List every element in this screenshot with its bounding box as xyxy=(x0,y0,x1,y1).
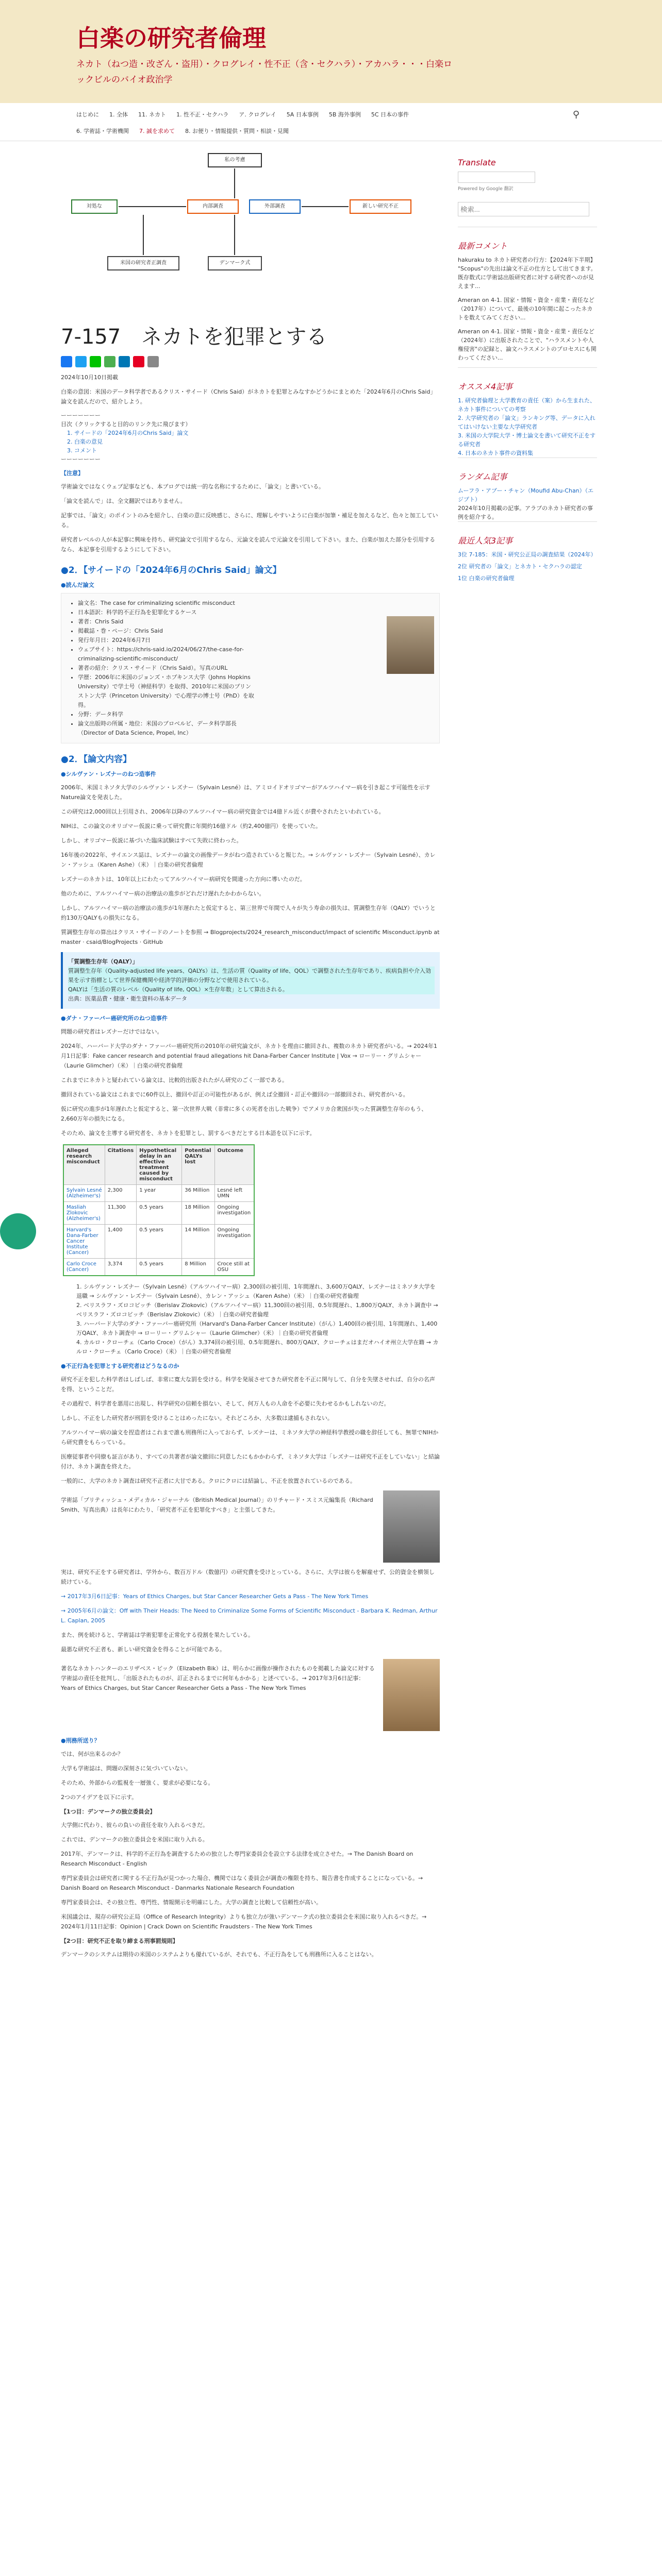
table-cell: 18 Million xyxy=(182,1202,214,1225)
table-cell: Lesné left UMN xyxy=(214,1185,254,1202)
search-icon[interactable]: ⚲ xyxy=(572,109,580,120)
summary-item: • 分野：データ科学 xyxy=(78,710,254,719)
paragraph: NIHは、この論文のオリゴマー仮説に乗って研究費に年間約16億ドル（約2,400億円）を使っていた。 xyxy=(61,823,322,829)
main-nav xyxy=(0,103,662,141)
elisabeth-bik-photo xyxy=(383,1659,440,1731)
random-link[interactable]: ムーフラ・アブー・チャン（Moufid Abu-Chan）（エジプト） xyxy=(458,487,594,503)
paragraph: 実は、研究不正をする研究者は、学外から、数百万ドル（数億円）の研究費を受けとっている。さらに、大学は彼らを解雇せず、公的資金を横領し続けている。 xyxy=(61,1569,435,1585)
nav-item[interactable]: はじめに xyxy=(76,111,99,118)
preface-heading: 【注意】 xyxy=(61,470,84,477)
linkedin-icon[interactable] xyxy=(119,356,130,367)
table-cell: 2,300 xyxy=(105,1185,136,1202)
paragraph: 2024年、ハーバード大学のダナ・ファーバー癌研究所の2010年の研究論文が、ネカトを理由に撤回され、複数のネカト研究者がいる。→ 2024年1月1日記事：Fake cancer research and potential fraud allegations hit Dana-Farber Cancer Institute | Vox → ローリー・グリムシャー（Laurie Glimcher）（米）｜白楽の研究者倫理 xyxy=(61,1043,438,1069)
comments-title: 最新コメント xyxy=(458,241,508,251)
toc-item[interactable]: 1. サイードの「2024年6月のChris Said」論文 xyxy=(67,430,189,436)
paragraph: 学術論文ではなくウェブ記事なども、本ブログでは統一的な名称にするために、「論文」と書いている。 xyxy=(61,483,325,490)
paragraph: 撤回されている論文はこれまでに60件以上、撤回や訂正の可能性があるが、例えば全撤回・訂正や撤回の一部撤回され、研究者がいる。 xyxy=(61,1091,409,1098)
table-cell: Croce still at OSU xyxy=(214,1259,254,1276)
table-header: Potential QALYs lost xyxy=(182,1145,214,1185)
osusume-item[interactable]: 4. 日本のネカト事件の資料集 xyxy=(458,450,533,456)
case-list-item: 1. シルヴァン・レズナー（Sylvain Lesné）（アルツハイマー病）2,300回の被引用、1年間遅れ、3,600万QALY、レズナーはミネソタ大学を退職 → シルヴァン・レズナー（Sylvain Lesné）、カレン・アッシュ（Karen Ashe）（米）｜白楽の研究者倫理 xyxy=(76,1283,436,1299)
summary-item: • 著者の紹介：クリス・サイード（Chris Said）。写真のURL xyxy=(78,664,254,673)
toc-item[interactable]: 2. 白楽の意見 xyxy=(67,438,103,445)
subheading: ●刑務所送り？ xyxy=(61,1737,100,1744)
paragraph: これでは、デンマークの独立委員会を米国に取り入れる。 xyxy=(61,1836,208,1843)
paragraph: しかし、アルツハイマー病の治療法の進歩が1年遅れたと仮定すると、第三世界で年間で人々が失う寿命の損失は、質調整生存年（QALY）でいうと約130万QALYもの損失になる。 xyxy=(61,905,436,921)
nav-item[interactable]: 7. 誠を求めて xyxy=(139,128,175,134)
line-icon[interactable] xyxy=(90,356,101,367)
section-heading-content: ●2．【論文内容】 xyxy=(61,754,132,765)
paragraph: デンマークのシステムは期待の米国のシステムよりも優れているが、それでも、不正行為をしても刑務所に入ることはない。 xyxy=(61,1951,377,1958)
paragraph: そのため、外部からの監視を一層強く、要求が必要になる。 xyxy=(61,1780,214,1786)
table-cell: 1,400 xyxy=(105,1225,136,1259)
paragraph: 他のために、アルツハイマー病の治療法の進歩がどれだけ遅れたかわからない。 xyxy=(61,890,265,897)
osusume-item[interactable]: 1. 研究者倫理と大学教育の責任（案）から生まれた、ネカト事件についての考察 xyxy=(458,397,595,413)
table-header: Hypothetical delay in an effective treatment caused by misconduct xyxy=(137,1145,182,1185)
summary-item: • 発行年月日：2024年6月7日 xyxy=(78,636,254,645)
table-row xyxy=(63,1202,254,1225)
summary-item: • 著者：Chris Said xyxy=(78,617,254,626)
twitter-icon[interactable] xyxy=(75,356,87,367)
popular-item[interactable]: 2位 研究者の「論文」とネカト・セクハラの認定 xyxy=(458,563,582,570)
toc-title: 目次（クリックすると目的のリンク先に飛びます） xyxy=(61,421,191,428)
fig-mid1-box: 内部調査 xyxy=(187,199,239,214)
nav-item[interactable]: 1. 全体 xyxy=(109,111,128,118)
table-header: Outcome xyxy=(214,1145,254,1185)
image-row xyxy=(61,1490,440,1563)
nav-item[interactable]: ア. クログレイ xyxy=(239,111,276,118)
table-cell: Carlo Croce (Cancer) xyxy=(63,1259,105,1276)
fig-left-box: 対処な xyxy=(71,199,118,214)
table-cell: 14 Million xyxy=(182,1225,214,1259)
table-row xyxy=(63,1225,254,1259)
table-cell: Masliah Zlokovic (Alzheimer's) xyxy=(63,1202,105,1225)
email-icon[interactable] xyxy=(104,356,115,367)
popular-title: 最近人気3記事 xyxy=(458,536,513,546)
popular-item[interactable]: 1位 白楽の研究者倫理 xyxy=(458,575,515,582)
toc-separator: ーーーーーーー xyxy=(61,456,101,463)
nav-item[interactable]: 8. お便り・情報提供・質問・相談・見聞 xyxy=(185,128,289,134)
fig-right-box: 新しい研究不正 xyxy=(350,199,411,214)
paragraph: 問題の研究者はレズナーだけではない。 xyxy=(61,1028,163,1035)
cite-heading: ●読んだ論文 xyxy=(61,582,94,588)
site-tagline: ネカト（ねつ造・改ざん・盗用）・クログレイ・性不正（含・セクハラ）・アカハラ・・・白楽ロックビルのバイオ政治学 xyxy=(76,59,452,85)
nav-item[interactable]: 5A 日本事例 xyxy=(286,111,319,118)
summary-item: • ウェブサイト：https://chris-said.io/2024/06/27/the-case-for-criminalizing-scientific-misconduct/ xyxy=(78,645,254,664)
subheading: 【2つ目：研究不正を取り締まる刑事罰規則】 xyxy=(61,1938,178,1944)
translate-title: Translate xyxy=(458,158,496,167)
paragraph: 研究不正を犯した科学者はしばしば、非常に寛大な罰を受ける。科学を発展させてきた研究者を不正に関与して、自分を失墜させれば、自分の名声を得、ということだ。 xyxy=(61,1376,435,1393)
paragraph: 2017年、デンマークは、科学的不正行為を調査するための独立した専門家委員会を設立する法律を成立させた。→ The Danish Board on Research Misconduct - English xyxy=(61,1851,413,1867)
nav-item[interactable]: 1. 性不正・セクハラ xyxy=(176,111,229,118)
section-heading-paper: ●2．【サイードの「2024年6月のChris Said」論文】 xyxy=(61,565,282,575)
case-list-item: 4. カルロ・クローチェ（Carlo Croce）（がん）3,374回の被引用、0.5年間遅れ、800万QALY、クローチェはまだオハイオ州立大学在籍 → カルロ・クローチェ（Carlo Croce）（米）｜白楽の研究者倫理 xyxy=(76,1339,439,1355)
subheading: ●シルヴァン・レズナーのねつ造事件 xyxy=(61,771,156,777)
chat-icon[interactable] xyxy=(0,1213,36,1249)
random-text: 2024年10月掲載の記事。アラブのネカト研究者の事例を紹介する。 xyxy=(458,505,593,520)
paragraph: また、例を続けると、学術誌は学術犯罪を正常化する役割を果たしている。 xyxy=(61,1632,254,1638)
paragraph: 2つのアイデアを以下に示す。 xyxy=(61,1794,138,1801)
table-header: Alleged research misconduct xyxy=(63,1145,105,1185)
case-list-item: 2. ベリスラフ・ズロコビッチ（Berislav Zlokovic）（アルツハイマー病）11,300回の被引用、0.5年間遅れ、1,800万QALY、ネカト調査中 → ベリスラフ・ズロコビッチ（Berislav Zlokovic）（米）｜白楽の研究者倫理 xyxy=(76,1302,438,1318)
nav-item[interactable]: 5B 海外事例 xyxy=(328,111,361,118)
paragraph: 質調整生存年の算出はクリス・サイードのノートを参照 → Blogprojects/2024_research_misconduct/impact of scientific Misconduct.ipynb at master · csaid/BlogProjects · GitHub xyxy=(61,929,440,945)
paragraph: この研究は2,000回以上引用され、2006年以降のアルツハイマー病の研究資金では4億ドル近くが費やされたといわれている。 xyxy=(61,808,385,815)
table-cell: 0.5 years xyxy=(137,1225,182,1259)
table-cell: 36 Million xyxy=(182,1185,214,1202)
chat-widget-button[interactable] xyxy=(0,1213,36,1249)
subheading: ●不正行為を犯罪とする研究者はどうなるのか xyxy=(61,1363,179,1369)
paragraph: 最悪な研究不正者も、新しい研究資金を得ることが可能である。 xyxy=(61,1646,225,1653)
paragraph: 米国議会は、現存の研究公正局（Office of Research Integrity）よりも独立力が強いデンマーク式の独立委員会を米国に取り入れるべきだ。→ 2024年1月11日記事：Opinion | Crack Down on Scientific Fraudsters - The New York Times xyxy=(61,1913,427,1930)
facebook-icon[interactable] xyxy=(61,356,72,367)
toc-separator: ーーーーーーー xyxy=(61,412,101,419)
paragraph: 大学側に代わり、彼らの負いの責任を取り入れるべきだ。 xyxy=(61,1822,208,1828)
share-buttons xyxy=(61,356,440,367)
post-date: 2024年10月10日掲載 xyxy=(61,374,118,381)
table-header: Citations xyxy=(105,1145,136,1185)
table-cell: 0.5 years xyxy=(137,1202,182,1225)
author-photo xyxy=(387,616,434,674)
misconduct-table xyxy=(63,1144,255,1276)
subheading: ●ダナ・ファーバー癌研究所のねつ造事件 xyxy=(61,1015,168,1022)
table-cell: Ongoing investigation xyxy=(214,1225,254,1259)
table-row xyxy=(63,1259,254,1276)
random-title: ランダム記事 xyxy=(458,472,507,482)
nav-item[interactable]: 6. 学術誌・学術機関 xyxy=(76,128,129,134)
comment-item[interactable]: Ameran on 4-1. 国家・情報・資金・産業・責任など（2024年）に出版されたことで、"ハラスメントや人権侵害"の記録と、論文ハラスメントのプロセスにも関わってください... xyxy=(458,328,597,361)
intro-paragraph: 白楽の意図：米国のデータ科学者であるクリス・サイード（Chris Said）がネカトを犯罪とみなすかどうかにまとめた「2024年6月のChris Said」論文を読んだので、紹介しよう。 xyxy=(61,388,436,405)
quote-title: 「質調整生存年（QALY）」 xyxy=(68,958,138,965)
paragraph: 専門家委員会は研究者に関する不正行為が見つかった場合、機関ではなく委員会が調査の権限を持ち、報告書を作成することになっている。→ Danish Board on Research Misconduct - Danmarks Nationale Research Foundation xyxy=(61,1875,423,1891)
osusume-title: オススメ4記事 xyxy=(458,382,513,392)
paper-summary xyxy=(61,593,440,743)
paragraph: 仮に研究の進歩が1年遅れたと仮定すると、第一次世界大戦（非常に多くの死者を出した戦争）でアメリカ合衆国が失った質調整生存年のもう、2,660万年の損失になる。 xyxy=(61,1106,427,1122)
paragraph: レズナーのネカトは、10年以上にわたってアルツハイマー病研究を間違った方向に導いたのだ。 xyxy=(61,876,306,883)
summary-item: • 掲載誌・巻・ページ：Chris Said xyxy=(78,626,254,636)
summary-item: • 論文出版時の所属・地位：米国のブロベルビ、データ科学部長（Director of Data Science, Propel, Inc） xyxy=(78,719,254,738)
paragraph: 16年後の2022年、サイエンス誌は、レズナーの論文の画像データがねつ造されていると報じた。→ シルヴァン・レズナー（Sylvain Lesné）、カレン・アッシュ（Karen Ashe）（米）｜白楽の研究者倫理 xyxy=(61,852,436,868)
comment-item[interactable]: Ameran on 4-1. 国家・情報・資金・産業・責任など（2017年）について、最後の10年間に起こったネカトを数えてみてください... xyxy=(458,297,594,321)
site-title[interactable]: 白楽の研究者倫理 xyxy=(76,24,266,52)
table-cell: Ongoing investigation xyxy=(214,1202,254,1225)
nav-item[interactable]: 11. ネカト xyxy=(138,111,166,118)
nav-row-2 xyxy=(76,127,289,135)
paragraph: アルツハイマー病の論文を捏造者はこれまで誰も刑務所に入っておらず、レズナーは、ミネソタ大学の神経科学教授の職を辞任しても、無罪でNIHから研究費をもらっている。 xyxy=(61,1429,439,1446)
paragraph: 研究者レベルの人が本記事に興味を持ち、研究論文で引用するなら、元論文を読んで元論文を引用して下さい。また、白楽が加えた部分を引用するなら、本記事を引用するようにして下さい。 xyxy=(61,536,435,553)
quote-source: 出典：医薬品費・健康・衛生資料の基本データ xyxy=(68,995,187,1002)
paragraph: 記事では、「論文」のポイントのみを紹介し、白楽の意に反映感じ、さらに、理解しやすいように白楽が加筆・補足を加えるなど、色々と加工している。 xyxy=(61,512,438,529)
osusume-item[interactable]: 2. 大学研究者の「論文」ランキング等、データに入れてはいけない主要な大学研究者 xyxy=(458,415,595,430)
toc xyxy=(61,411,440,464)
popular-item[interactable]: 3位 7-185：米国・研究公正局の調査結果（2024年） xyxy=(458,551,597,558)
table-cell: 0.5 years xyxy=(137,1259,182,1276)
paragraph: 大学も学術誌は、問題の深刻さに気づいていない。 xyxy=(61,1765,191,1772)
table-cell: 11,300 xyxy=(105,1202,136,1225)
link-paragraph[interactable]: → 2005年6月の論文：Off with Their Heads: The Need to Criminalize Some Forms of Scientific Misconduct - Barbara K. Redman, Arthur L. Caplan, 2005 xyxy=(61,1607,438,1624)
qaly-quote xyxy=(61,952,440,1009)
table-cell: Harvard's Dana-Farber Cancer Institute (Cancer) xyxy=(63,1225,105,1259)
table-cell: 1 year xyxy=(137,1185,182,1202)
table-cell: 3,374 xyxy=(105,1259,136,1276)
comment-item[interactable]: hakuraku to ネカト研究者の行方：【2024年下半期】 "Scopus"の先出は論文不正の仕方として出てきます。既存数式に学術誌出版研究者に対する研究者へのが見えます... xyxy=(458,257,597,290)
case-list-item: 3. ハーバード大学のダナ・ファーバー癌研究所（Harvard's Dana-Farber Cancer Institute）（がん）1,400回の被引用、1年間遅れ、1,400万QALY、ネカト調査中 → ローリー・グリムシャー（Laurie Glimcher）（米）｜白楽の研究者倫理 xyxy=(76,1320,438,1336)
fig-arrows xyxy=(61,150,440,316)
pinterest-icon[interactable] xyxy=(133,356,144,367)
summary-item: • 学歴：2006年に米国のジョンズ・ホプキンス大学（Johns Hopkins University）で学士号（神経科学）を取得、2010年に米国のプリンストン大学（Princeton University）で心理学の博士号（PhD）を取得。 xyxy=(78,673,254,710)
share-icon[interactable] xyxy=(147,356,159,367)
paragraph: 「論文を読んで」は、全文翻訳ではありません。 xyxy=(61,498,186,504)
fig-bottom-right-box: デンマーク式 xyxy=(208,256,262,270)
sidebar xyxy=(458,150,597,586)
site-header xyxy=(0,0,662,103)
post-title: 7-157 ネカトを犯罪とする xyxy=(61,325,327,349)
paragraph: では、何が出来るのか？ xyxy=(61,1751,123,1757)
translate-powered: Powered by Google 翻訳 xyxy=(458,187,514,192)
richard-smith-photo xyxy=(383,1490,440,1563)
paragraph: 2006年、米国ミネソタ大学のシルヴァン・レズナー（Sylvain Lesné）は、アミロイドオリゴマーがアルツハイマー病を引き起こす可能性を示す Nature論文を発表した。 xyxy=(61,784,431,801)
main-content xyxy=(61,150,440,1964)
paragraph: しかし、オリゴマー仮説に基づいた臨床試験はすべて失敗に終わった。 xyxy=(61,837,242,844)
osusume-item[interactable]: 3. 米国の大学院大学・博士論文を書いて研究不正をする研究者 xyxy=(458,432,595,448)
image-row xyxy=(61,1659,440,1731)
paragraph: 一般的に、大学のネカト調査は研究不正者に大甘である。クロにクロには結論し、不正を放置されているのである。 xyxy=(61,1478,356,1484)
paragraph: しかし、不正をした研究者が刑罰を受けることはめったにない。それどころか、大多数は逮捕もされない。 xyxy=(61,1415,333,1421)
paragraph: これまでにネカトと疑われている論文は、比較的出版されたがん研究のごく一部である。 xyxy=(61,1077,288,1083)
table-cell: Sylvain Lesné (Alzheimer's) xyxy=(63,1185,105,1202)
fig-bottom-left-box: 米国の研究者正調査 xyxy=(107,256,179,270)
language-select[interactable] xyxy=(458,172,535,183)
summary-item: • 日本語訳：科学的不正行為を犯罪化するケース xyxy=(78,608,254,617)
link-paragraph[interactable]: → 2017年3月6日記事：Years of Ethics Charges, but Star Cancer Researcher Gets a Pass - The New York Times xyxy=(61,1593,369,1600)
sidebar-search-input[interactable] xyxy=(458,202,589,216)
nav-item[interactable]: 5C 日本の事件 xyxy=(371,111,409,118)
table-row xyxy=(63,1185,254,1202)
quote-text-2: QALYは「生活の質のレベル（Quality of life, QOL）×生存年数」として算出される。 xyxy=(68,985,435,994)
nav-row-1 xyxy=(76,110,409,118)
summary-item: • 論文名：The case for criminalizing scientific misconduct xyxy=(78,599,254,608)
fig-mid2-box: 外部調査 xyxy=(249,199,301,214)
fig-top-box: 私の考慮 xyxy=(208,153,262,167)
paragraph: 著名なネカトハンターのエリザベス・ビック（Elizabeth Bik）は、明らかに画像が操作されたものを掲載した論文に対する学術誌の責任を批判し、「出版されたものが、訂正されるまでに何年もかかる」と述べている。→ 2017年3月6日記事：Years of Ethics Charges, but Star Cancer Researcher Gets a Pass - The New York Times xyxy=(61,1665,375,1691)
paragraph: その過程で、科学者を悪用に出現し、科学研究の信頼を損ない、そして、何万人もの人命を不必要に失わせるかもしれないのだ。 xyxy=(61,1400,390,1407)
article-figure xyxy=(61,150,440,316)
paragraph: 学術誌「ブリティッシュ・メディカル・ジャーナル（British Medical Journal）」のリチャード・スミス元編集長（Richard Smith、写真出典）は長年にわたり、「研究者不正を犯罪化すべき」と主張してきた。 xyxy=(61,1497,373,1513)
table-cell: 8 Million xyxy=(182,1259,214,1276)
paragraph: そのため、論文を主導する研究者を、ネカトを犯罪とし、罰するべきだとする日本語を以下に示す。 xyxy=(61,1130,316,1137)
subheading: 【1つ目：デンマークの独立委員会】 xyxy=(61,1808,156,1815)
paragraph: 専門家委員会は、その独立性、専門性、情報開示を明確にした。大学の調査と比較して信頼性が高い。 xyxy=(61,1899,322,1906)
toc-item[interactable]: 3. コメント xyxy=(67,447,97,454)
quote-text: 質調整生存年（Quality-adjusted life years、QALYs）は、生活の質（Quality of life、QOL）で調整された生存年であり、疾病負担や介入効果を示す指標として世界保健機関や経済学的評価の分野などで使用されている。 xyxy=(68,967,435,985)
paragraph: 医療従事者や同僚も証言があり、すべての共著者が論文撤回に同意したにもかかわらず、ミネソタ大学は「レズナーは研究不正をしていない」と結論付け、ネカト調査を終えた。 xyxy=(61,1453,440,1470)
